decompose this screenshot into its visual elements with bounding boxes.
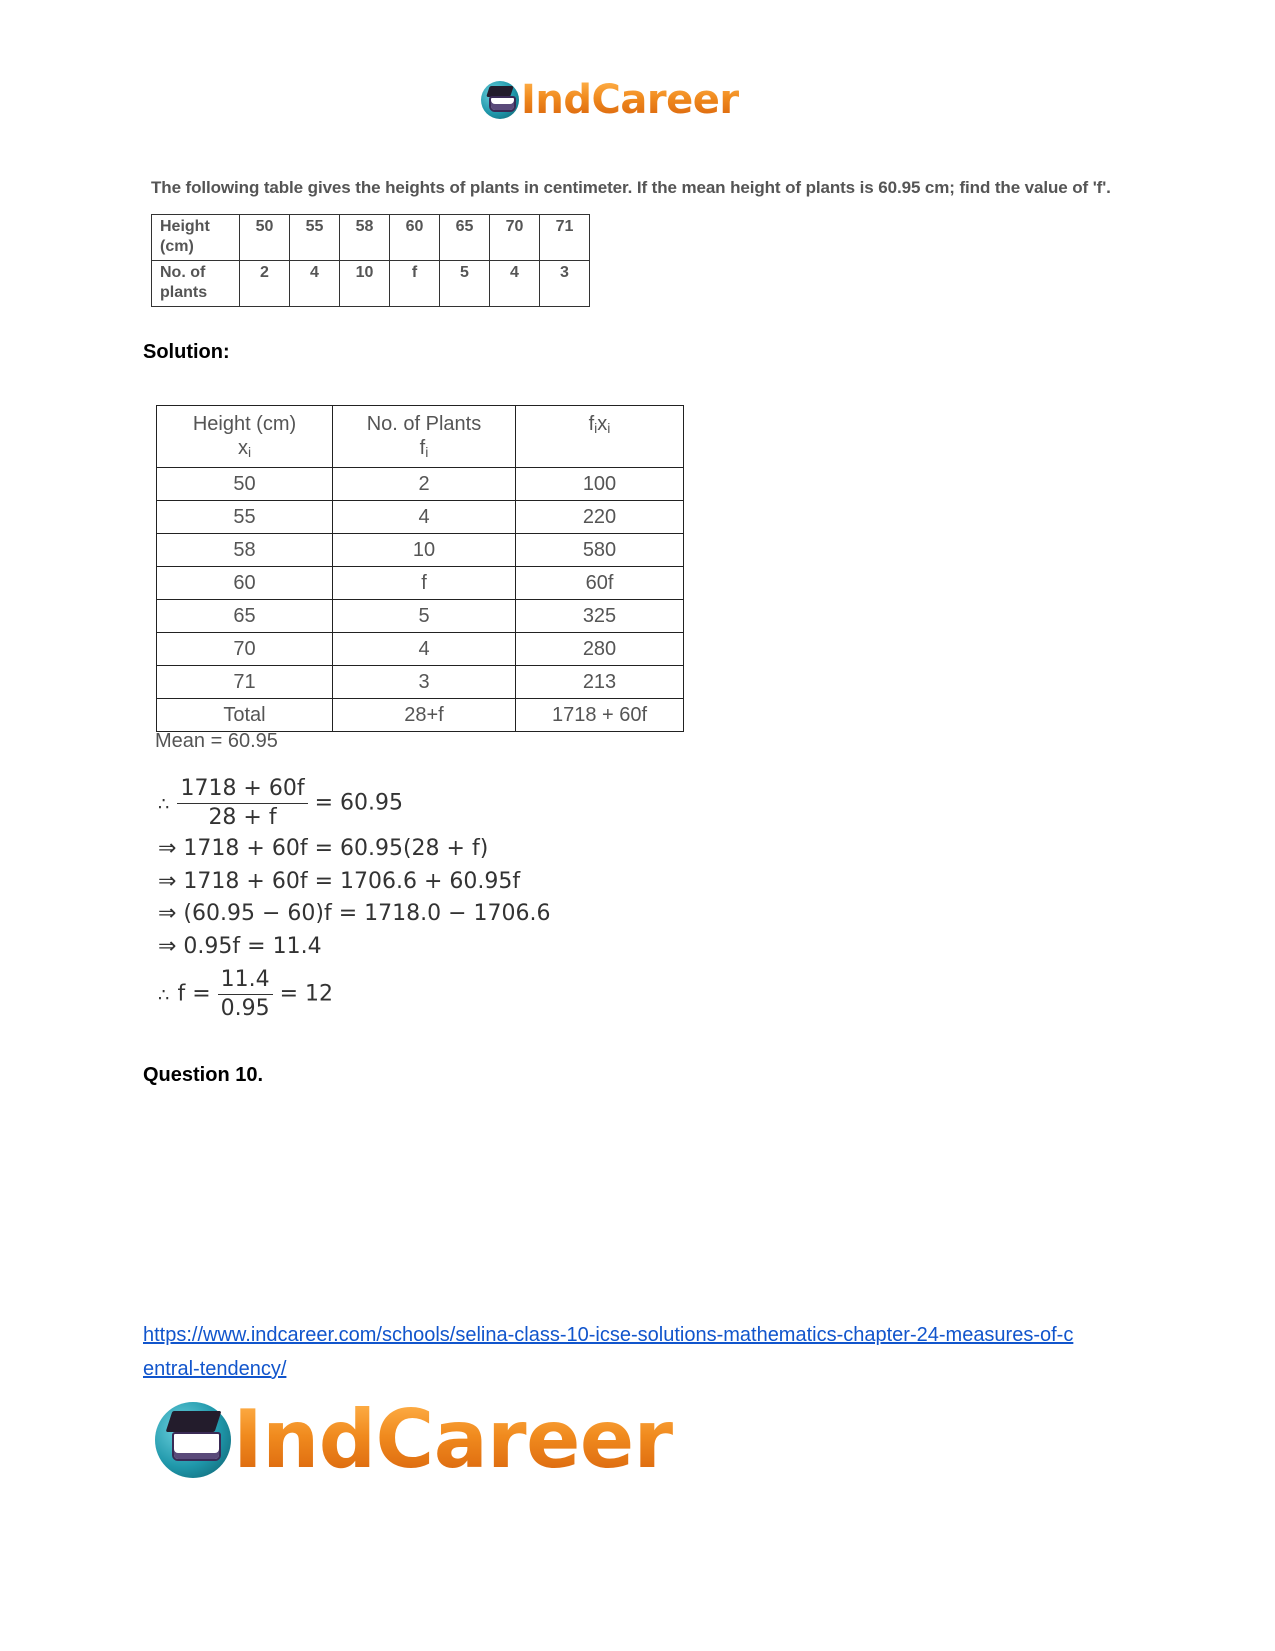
plants-cell: 2 <box>240 261 290 307</box>
cell-plants: 5 <box>333 600 516 633</box>
globe-book-icon <box>481 81 519 119</box>
logo-text: IndCareer <box>521 77 739 123</box>
denominator: 0.95 <box>220 996 270 1021</box>
header-sub: i <box>247 444 252 460</box>
cell-plants: 4 <box>333 633 516 666</box>
cell-fx: 580 <box>516 534 684 567</box>
height-cell: 50 <box>240 215 290 261</box>
cell-height: 70 <box>157 633 333 666</box>
equation-2: ⇒ 1718 + 60f = 60.95(28 + f) <box>158 836 489 861</box>
cell-height: 60 <box>157 567 333 600</box>
therefore-symbol: ∴ <box>158 984 170 1006</box>
total-label: Total <box>157 699 333 732</box>
denominator: 28 + f <box>208 805 277 830</box>
cell-fx: 100 <box>516 468 684 501</box>
plants-cell: f <box>390 261 440 307</box>
header-title: No. of Plants <box>366 413 482 435</box>
numerator: 1718 + 60f <box>177 775 307 804</box>
solution-table <box>156 405 684 732</box>
header-sub: i <box>594 420 598 436</box>
header-height <box>157 406 333 468</box>
header-var: x <box>597 413 608 435</box>
fraction <box>218 966 273 1023</box>
plants-cell: 10 <box>340 261 390 307</box>
question-table <box>151 214 590 307</box>
therefore-symbol: ∴ <box>158 793 170 815</box>
globe-book-icon <box>155 1402 231 1478</box>
height-cell: 55 <box>290 215 340 261</box>
cell-plants: 2 <box>333 468 516 501</box>
header-fx <box>516 406 684 468</box>
indcareer-logo-bottom <box>155 1393 673 1486</box>
cell-height: 71 <box>157 666 333 699</box>
table-row <box>157 468 684 501</box>
cell-fx: 280 <box>516 633 684 666</box>
plants-cell: 4 <box>490 261 540 307</box>
header-title: Height (cm) <box>192 413 297 435</box>
cell-fx: 220 <box>516 501 684 534</box>
header-sub: i <box>607 420 611 436</box>
fraction <box>177 775 307 832</box>
total-plants: 28+f <box>333 699 516 732</box>
height-cell: 70 <box>490 215 540 261</box>
table-row <box>157 534 684 567</box>
cell-height: 50 <box>157 468 333 501</box>
header-sub: i <box>425 444 429 460</box>
table-total-row <box>157 699 684 732</box>
table-row <box>152 261 590 307</box>
equation-1 <box>158 775 403 832</box>
cell-fx: 60f <box>516 567 684 600</box>
plants-cell: 5 <box>440 261 490 307</box>
cell-fx: 325 <box>516 600 684 633</box>
height-cell: 71 <box>540 215 590 261</box>
equation-6 <box>158 966 333 1023</box>
equation-rhs: = 60.95 <box>314 790 404 816</box>
height-cell: 60 <box>390 215 440 261</box>
cell-plants: 4 <box>333 501 516 534</box>
row-label-height: Height (cm) <box>152 215 240 261</box>
cell-fx: 213 <box>516 666 684 699</box>
height-cell: 58 <box>340 215 390 261</box>
table-row <box>157 600 684 633</box>
header-plants <box>333 406 516 468</box>
equation-4: ⇒ (60.95 − 60)f = 1718.0 − 1706.6 <box>158 901 551 926</box>
total-fx: 1718 + 60f <box>516 699 684 732</box>
mean-label: Mean = 60.95 <box>155 730 278 752</box>
plants-cell: 3 <box>540 261 590 307</box>
cell-plants: f <box>333 567 516 600</box>
header-var: x <box>237 437 248 459</box>
row-label-plants: No. of plants <box>152 261 240 307</box>
table-row <box>157 633 684 666</box>
table-row <box>157 501 684 534</box>
cell-plants: 3 <box>333 666 516 699</box>
cell-height: 58 <box>157 534 333 567</box>
source-link[interactable]: https://www.indcareer.com/schools/selina-class-10-icse-solutions-mathematics-chapter-24-measures-of-central-tendency/ <box>143 1324 1074 1380</box>
question-text: The following table gives the heights of plants in centimeter. If the mean height of plants is 60.95 cm; find the value of 'f'. <box>151 178 1111 197</box>
table-header-row <box>157 406 684 468</box>
header-var: f <box>419 437 426 459</box>
table-row <box>157 666 684 699</box>
question-10-heading: Question 10. <box>143 1064 264 1086</box>
table-row <box>157 567 684 600</box>
height-cell: 65 <box>440 215 490 261</box>
header-var: f <box>588 413 595 435</box>
cell-height: 55 <box>157 501 333 534</box>
cell-plants: 10 <box>333 534 516 567</box>
equation-lhs: f = <box>177 981 211 1007</box>
numerator: 11.4 <box>218 966 273 995</box>
equation-rhs: = 12 <box>279 981 334 1007</box>
logo-text: IndCareer <box>233 1393 673 1486</box>
cell-height: 65 <box>157 600 333 633</box>
plants-cell: 4 <box>290 261 340 307</box>
table-row <box>152 215 590 261</box>
solution-heading: Solution: <box>143 341 230 363</box>
equation-5: ⇒ 0.95f = 11.4 <box>158 934 322 959</box>
indcareer-logo-top <box>481 77 739 123</box>
equation-3: ⇒ 1718 + 60f = 1706.6 + 60.95f <box>158 869 521 894</box>
